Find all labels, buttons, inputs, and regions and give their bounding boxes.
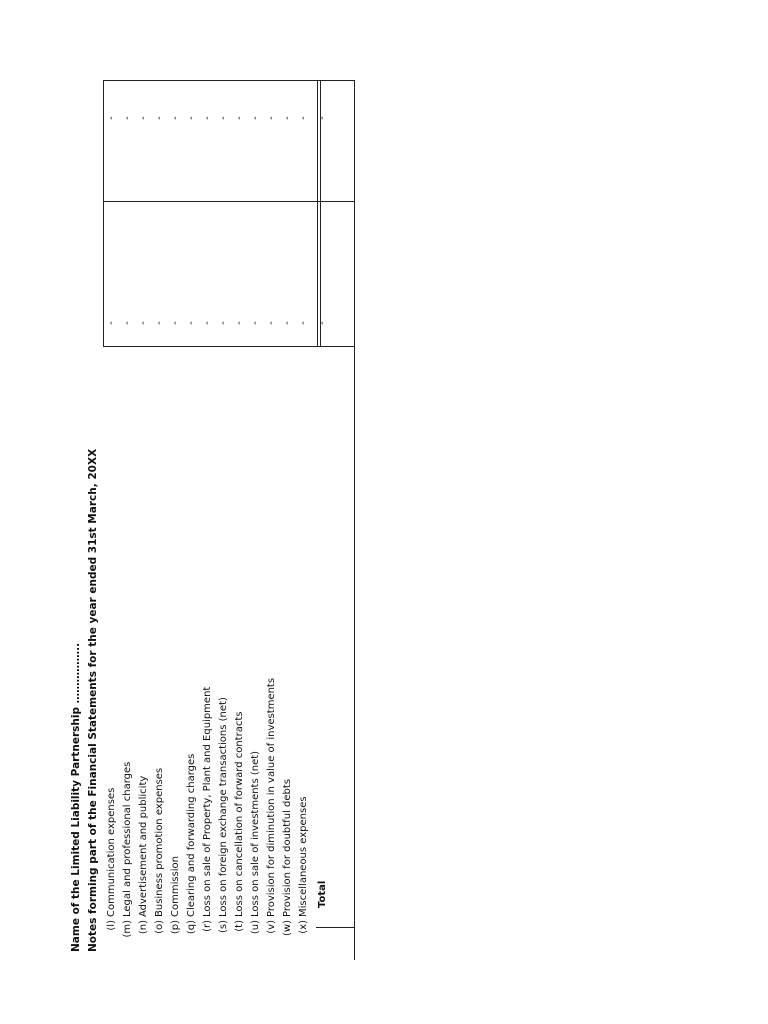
row-letter: (p) [170, 920, 181, 935]
llp-name-heading: Name of the Limited Liability Partnership …………….. [70, 642, 82, 952]
current-year-value: - [266, 321, 277, 325]
row-letter: (r) [202, 920, 213, 932]
current-year-value: - [282, 321, 293, 325]
current-year-value: - [106, 321, 117, 325]
current-year-value: - [122, 321, 133, 325]
table-row [103, 80, 120, 960]
row-letter: (v) [266, 920, 277, 934]
row-description: Loss on foreign exchange transactions (net) [218, 697, 229, 917]
current-year-value: - [138, 321, 149, 325]
current-year-value: - [234, 321, 245, 325]
row-description: Clearing and forwarding charges [186, 753, 197, 917]
row-description: Legal and professional charges [122, 761, 133, 917]
row-description: Advertisement and publicity [138, 775, 149, 917]
table-row [119, 80, 136, 960]
current-year-value: - [298, 321, 309, 325]
previous-year-value: - [234, 116, 245, 120]
previous-year-value: - [154, 116, 165, 120]
row-description: Provision for doubtful debts [282, 779, 293, 917]
row-letter: (n) [138, 920, 149, 935]
table-bottom-border [354, 80, 355, 960]
current-year-value: - [154, 321, 165, 325]
table-row [183, 80, 200, 960]
row-description: Loss on sale of investments (net) [250, 750, 261, 917]
previous-year-value: - [106, 116, 117, 120]
previous-year-value: - [202, 116, 213, 120]
row-letter: (s) [218, 920, 229, 934]
current-year-value: - [250, 321, 261, 325]
previous-year-value: - [138, 116, 149, 120]
total-current-year-value: - [317, 321, 328, 325]
row-letter: (q) [186, 920, 197, 935]
current-year-value: - [202, 321, 213, 325]
table-row [279, 80, 296, 960]
table-row [135, 80, 152, 960]
row-description: Loss on sale of Property, Plant and Equipment [202, 686, 213, 917]
table-row [167, 80, 184, 960]
total-row [314, 80, 331, 960]
current-year-value: - [186, 321, 197, 325]
previous-year-value: - [218, 116, 229, 120]
previous-year-value: - [266, 116, 277, 120]
row-letter: (m) [122, 920, 133, 938]
current-year-value: - [170, 321, 181, 325]
table-row [263, 80, 280, 960]
table-row [199, 80, 216, 960]
row-letter: (l) [106, 920, 117, 931]
table-row [151, 80, 168, 960]
row-letter: (u) [250, 920, 261, 935]
row-description: Loss on cancellation of forward contracts [234, 711, 245, 917]
table-row [215, 80, 232, 960]
table-row [247, 80, 264, 960]
row-description: Miscellaneous expenses [298, 796, 309, 917]
total-previous-year-value: - [317, 116, 328, 120]
previous-year-value: - [282, 116, 293, 120]
row-letter: (w) [282, 920, 293, 936]
row-description: Business promotion expenses [154, 767, 165, 917]
previous-year-value: - [250, 116, 261, 120]
row-description: Communication expenses [106, 787, 117, 917]
row-letter: (t) [234, 920, 245, 932]
table-row [295, 80, 312, 960]
row-description: Commission [170, 855, 181, 917]
row-letter: (o) [154, 920, 165, 934]
rotated-notes-block [68, 80, 358, 960]
previous-year-value: - [186, 116, 197, 120]
row-letter: (x) [298, 920, 309, 934]
previous-year-value: - [298, 116, 309, 120]
current-year-value: - [218, 321, 229, 325]
row-description: Provision for diminution in value of investments [266, 677, 277, 917]
previous-year-value: - [170, 116, 181, 120]
total-label: Total [317, 880, 328, 908]
previous-year-value: - [122, 116, 133, 120]
notes-heading: Notes forming part of the Financial Statements for the year ended 31st March, 20XX [87, 448, 99, 952]
table-row [231, 80, 248, 960]
